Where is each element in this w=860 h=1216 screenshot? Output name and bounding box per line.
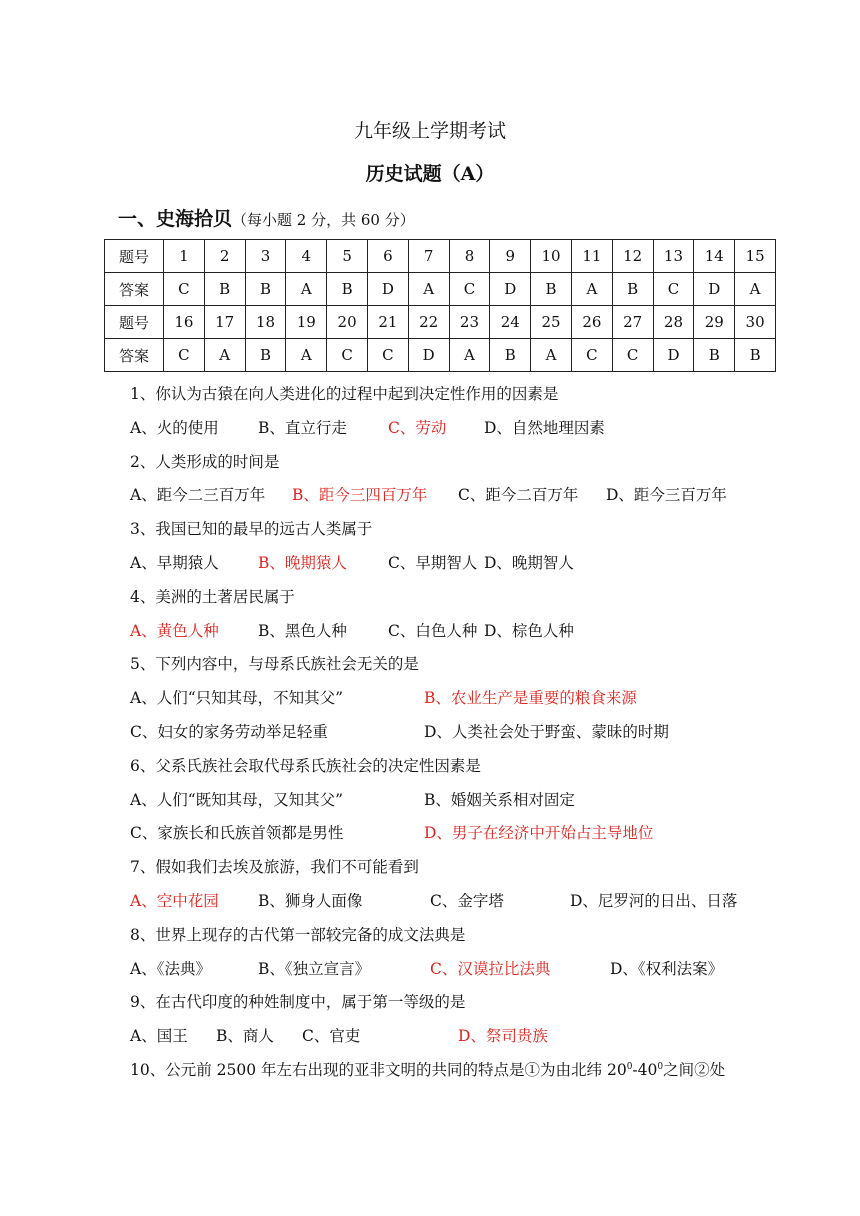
table-cell: 6 — [367, 240, 408, 273]
answer-table — [104, 239, 776, 372]
option: A、人们“只知其母，不知其父” — [130, 689, 344, 708]
question-stem: 3、我国已知的最早的远古人类属于 — [130, 520, 373, 539]
options-row — [130, 784, 810, 818]
table-cell: D — [367, 273, 408, 306]
table-cell: 14 — [694, 240, 735, 273]
correct-option: B、晚期猿人 — [258, 553, 347, 572]
table-cell: 23 — [449, 306, 490, 339]
options-row — [130, 953, 810, 987]
table-cell: B — [204, 273, 245, 306]
table-cell: 25 — [531, 306, 572, 339]
table-cell: 2 — [204, 240, 245, 273]
question-stem — [130, 1054, 810, 1088]
q10-text: 10、公元前 2500 年左右出现的亚非文明的共同的特点是①为由北纬 20 — [130, 1060, 627, 1079]
table-cell: C — [164, 273, 205, 306]
options-row — [130, 615, 810, 649]
option: D、尼罗河的日出、日落 — [570, 891, 738, 910]
question-stem: 5、下列内容中，与母系氏族社会无关的是 — [130, 655, 419, 674]
table-cell: 27 — [612, 306, 653, 339]
row-label: 题号 — [105, 306, 164, 339]
table-cell: A — [286, 273, 327, 306]
option: D、晚期智人 — [484, 553, 574, 572]
table-cell: 10 — [531, 240, 572, 273]
option: C、早期智人 — [388, 553, 478, 572]
table-cell: C — [164, 339, 205, 372]
correct-option: D、男子在经济中开始占主导地位 — [424, 824, 654, 843]
option: D、自然地理因素 — [484, 418, 605, 437]
table-cell: D — [694, 273, 735, 306]
correct-option: D、祭司贵族 — [458, 1027, 548, 1046]
table-cell: 7 — [408, 240, 449, 273]
degree-sup: 0 — [626, 1061, 633, 1072]
table-cell: 15 — [735, 240, 776, 273]
question-stem: 1、你认为古猿在向人类进化的过程中起到决定性作用的因素是 — [130, 385, 559, 403]
question-stem: 2、人类形成的时间是 — [130, 452, 280, 471]
degree-sup: 0 — [657, 1061, 664, 1072]
table-cell: 12 — [612, 240, 653, 273]
table-cell: 13 — [653, 240, 694, 273]
table-cell: 22 — [408, 306, 449, 339]
table-cell: A — [408, 273, 449, 306]
table-cell: C — [327, 339, 368, 372]
option: D、距今三百万年 — [606, 486, 727, 505]
option: B、商人 — [216, 1027, 274, 1046]
question-stem: 6、父系氏族社会取代母系氏族社会的决定性因素是 — [130, 756, 481, 775]
option: C、官吏 — [302, 1027, 361, 1046]
table-cell: B — [327, 273, 368, 306]
option: B、黑色人种 — [258, 621, 347, 640]
table-cell: 5 — [327, 240, 368, 273]
exam-title: 九年级上学期考试 — [353, 120, 506, 142]
option: C、距今二百万年 — [458, 486, 579, 505]
question-stem: 9、在古代印度的种姓制度中，属于第一等级的是 — [130, 993, 466, 1012]
table-cell: C — [571, 339, 612, 372]
table-cell: 8 — [449, 240, 490, 273]
question-list — [130, 378, 810, 1088]
table-cell: B — [612, 273, 653, 306]
option: A、距今二三百万年 — [130, 486, 266, 505]
table-cell: D — [653, 339, 694, 372]
table-cell: 11 — [571, 240, 612, 273]
options-row — [130, 412, 810, 446]
section-note: （每小题 2 分，共 60 分） — [232, 211, 415, 229]
table-cell: 28 — [653, 306, 694, 339]
table-cell: A — [571, 273, 612, 306]
options-row — [130, 885, 810, 919]
table-cell: A — [204, 339, 245, 372]
correct-option: A、黄色人种 — [130, 621, 219, 640]
table-cell: 29 — [694, 306, 735, 339]
answer-row — [105, 339, 776, 372]
table-cell: D — [408, 339, 449, 372]
options-row — [130, 817, 810, 851]
option: A、早期猿人 — [130, 553, 219, 572]
table-cell: B — [694, 339, 735, 372]
option: D、棕色人种 — [484, 621, 574, 640]
section-heading — [118, 204, 415, 231]
table-cell: C — [367, 339, 408, 372]
q10-text: 之间②处 — [663, 1060, 726, 1079]
answer-row — [105, 273, 776, 306]
table-cell: B — [245, 339, 286, 372]
option: B、直立行走 — [258, 418, 347, 437]
table-cell: 9 — [490, 240, 531, 273]
table-cell: B — [245, 273, 286, 306]
table-cell: 19 — [286, 306, 327, 339]
row-label: 答案 — [105, 339, 164, 372]
table-cell: C — [449, 273, 490, 306]
correct-option: C、汉谟拉比法典 — [430, 959, 551, 978]
row-label: 题号 — [105, 240, 164, 273]
option: A、火的使用 — [130, 418, 219, 437]
table-cell: 1 — [164, 240, 205, 273]
option: D、人类社会处于野蛮、蒙昧的时期 — [424, 722, 669, 741]
correct-option: B、农业生产是重要的粮食来源 — [424, 689, 637, 708]
option: C、金字塔 — [430, 891, 504, 910]
correct-option: A、空中花园 — [130, 891, 219, 910]
table-cell: 3 — [245, 240, 286, 273]
section-title: 一、史海拾贝 — [118, 208, 233, 230]
correct-option: B、距今三四百万年 — [292, 486, 428, 505]
table-cell: 4 — [286, 240, 327, 273]
table-cell: 26 — [571, 306, 612, 339]
table-cell: B — [735, 339, 776, 372]
options-row — [130, 1020, 810, 1054]
option: B、婚姻关系相对固定 — [424, 790, 575, 809]
table-cell: 30 — [735, 306, 776, 339]
option: A、人们“既知其母，又知其父” — [130, 790, 344, 809]
correct-option: C、劳动 — [388, 418, 447, 437]
option: C、妇女的家务劳动举足轻重 — [130, 722, 328, 741]
table-cell: A — [286, 339, 327, 372]
table-cell: 17 — [204, 306, 245, 339]
table-cell: 16 — [164, 306, 205, 339]
question-number-row — [105, 240, 776, 273]
table-cell: 18 — [245, 306, 286, 339]
options-row — [130, 479, 810, 513]
option: A、国王 — [130, 1027, 188, 1046]
table-cell: B — [531, 273, 572, 306]
table-cell: C — [653, 273, 694, 306]
option: D、《权利法案》 — [610, 959, 724, 978]
option: C、家族长和氏族首领都是男性 — [130, 824, 344, 843]
question-stem: 7、假如我们去埃及旅游，我们不可能看到 — [130, 858, 419, 877]
table-cell: D — [490, 273, 531, 306]
question-number-row — [105, 306, 776, 339]
table-cell: C — [612, 339, 653, 372]
q10-text: -40 — [632, 1060, 658, 1079]
option: A、《法典》 — [130, 959, 211, 978]
table-cell: 20 — [327, 306, 368, 339]
table-cell: A — [449, 339, 490, 372]
table-cell: A — [735, 273, 776, 306]
question-stem: 8、世界上现存的古代第一部较完备的成文法典是 — [130, 925, 466, 944]
options-row — [130, 682, 810, 716]
table-cell: 24 — [490, 306, 531, 339]
exam-subtitle: 历史试题（A） — [365, 163, 495, 185]
option: C、白色人种 — [388, 621, 478, 640]
options-row — [130, 547, 810, 581]
table-cell: 21 — [367, 306, 408, 339]
option: B、狮身人面像 — [258, 891, 363, 910]
question-stem: 4、美洲的土著居民属于 — [130, 587, 295, 606]
row-label: 答案 — [105, 273, 164, 306]
option: B、《独立宣言》 — [258, 959, 371, 978]
table-cell: B — [490, 339, 531, 372]
table-cell: A — [531, 339, 572, 372]
options-row — [130, 716, 810, 750]
